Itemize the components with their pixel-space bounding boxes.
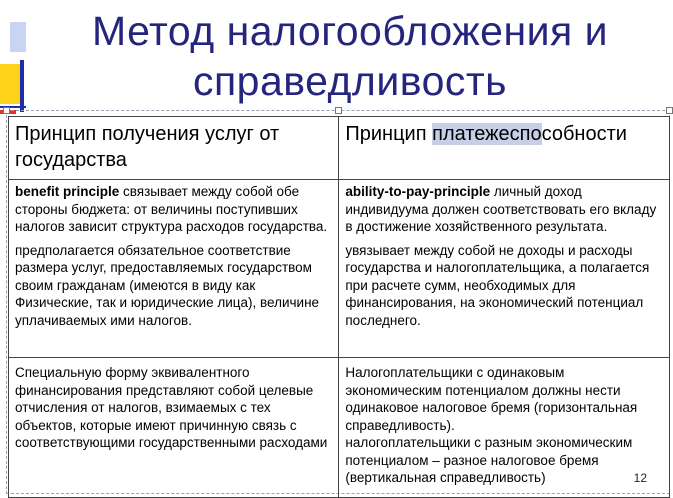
resize-handle-top-middle[interactable]	[335, 107, 342, 114]
benefit-paragraph-2: предполагается обязательное соответствие размера услуг, предоставляемых государством своим гражданам (имеются в виду как Физические, так и юридические лица), величине уплачиваемых ими налогов.	[15, 242, 320, 328]
header-cell-benefit[interactable]	[9, 117, 339, 180]
benefit-paragraph-1	[15, 183, 332, 236]
header-text-selected[interactable]: платежеспо	[432, 123, 542, 145]
resize-handle-top-left[interactable]	[3, 107, 10, 114]
vertical-justice-text: налогоплательщики с разным экономическим потенциалом – разное налоговое бремя (вертикальная справедливость)	[345, 435, 633, 485]
header-text-ability-part1: Принцип	[345, 123, 433, 145]
term-benefit-principle: benefit principle	[15, 184, 120, 199]
slide-title[interactable]	[40, 6, 660, 106]
decor-square-lightblue	[10, 22, 26, 52]
table-row	[9, 358, 670, 498]
header-cell-ability[interactable]	[339, 117, 670, 180]
decor-bar-blue	[20, 60, 24, 112]
comparison-table[interactable]	[8, 116, 670, 498]
ability-text-1: личный доход индивидуума должен соответствовать его вкладу в достижение хозяйственного результата.	[345, 184, 657, 234]
cell-ability-justice[interactable]	[339, 358, 670, 498]
ability-paragraph-2: увязывает между собой не доходы и расходы государства и налогоплательщика, а полагается при расчете сумм, необходимых для финансирования, на экономический потенциал последнего.	[345, 242, 650, 328]
page-number: 12	[633, 471, 647, 485]
cell-benefit-financing[interactable]	[9, 358, 339, 498]
table-header-row	[9, 117, 670, 180]
slide-title-line2: справедливость	[192, 58, 508, 104]
cell-benefit-definition[interactable]	[9, 180, 339, 358]
horizontal-justice-text: Налогоплательщики с одинаковым экономическим потенциалом должны нести одинаковое налоговое бремя (горизонтальная справедливость).	[345, 365, 638, 433]
table-row	[9, 180, 670, 358]
resize-handle-top-right[interactable]	[666, 107, 673, 114]
benefit-text-1: связывает между собой обе стороны бюджета: от величины поступивших налогов зависит структура расходов государства.	[15, 184, 328, 234]
benefit-financing-text: Специальную форму эквивалентного финансирования представляют собой целевые отчисления от налогов, взимаемых с тех объектов, которые имеют причинную связь с соответствующими государственными расходами	[15, 365, 328, 450]
slide-title-line1: Метод налогообложения и	[91, 8, 608, 54]
term-ability-to-pay: ability-to-pay-principle	[345, 184, 491, 199]
header-text-ability-part2: собности	[541, 123, 627, 145]
header-text-benefit: Принцип получения услуг от государства	[15, 123, 280, 171]
cell-ability-definition[interactable]	[339, 180, 670, 358]
ability-paragraph-1	[345, 183, 663, 236]
